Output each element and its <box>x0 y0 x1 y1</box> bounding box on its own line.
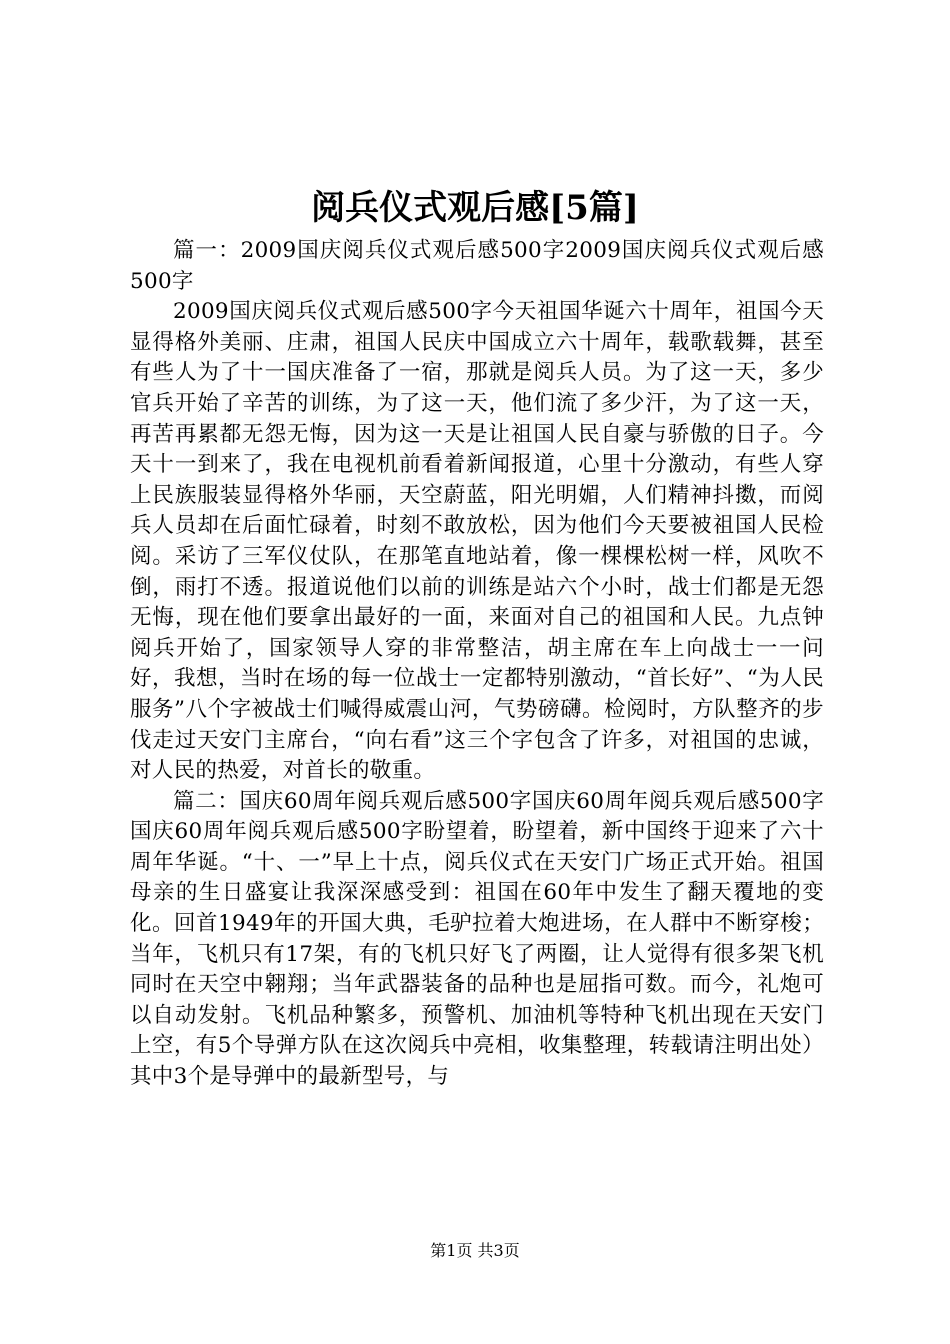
page-footer: 第1页 共3页 <box>430 1241 520 1260</box>
document-title: 阅兵仪式观后感[5篇] <box>311 188 639 228</box>
document-body <box>130 236 824 1093</box>
paragraph-2: 2009国庆阅兵仪式观后感500字今天祖国华诞六十周年，祖国今天显得格外美丽、庄肃，祖国人民庆中国成立六十周年，载歌载舞，甚至有些人为了十一国庆准备了一宿，那就是阅兵人员。为了这一天，多少官兵开始了辛苦的训练，为了这一天，他们流了多少汗，为了这一天，再苦再累都无怨无悔，因为这一天是让祖国人民自豪与骄傲的日子。今天十一到来了，我在电视机前看着新闻报道，心里十分激动，有些人穿上民族服装显得格外华丽，天空蔚蓝，阳光明媚，人们精神抖擞，而阅兵人员却在后面忙碌着，时刻不敢放松，因为他们今天要被祖国人民检阅。采访了三军仪仗队，在那笔直地站着，像一棵棵松树一样，风吹不倒，雨打不透。报道说他们以前的训练是站六个小时，战士们都是无怨无悔，现在他们要拿出最好的一面，来面对自己的祖国和人民。九点钟阅兵开始了，国家领导人穿的非常整洁，胡主席在车上向战士一一问好，我想，当时在场的每一位战士一定都特别激动，“首长好”、“为人民服务”八个字被战士们喊得威震山河，气势磅礴。检阅时，方队整齐的步伐走过天安门主席台，“向右看”这三个字包含了许多，对祖国的忠诚，对人民的热爱，对首长的敬重。 <box>130 299 824 784</box>
paragraph-1: 篇一：2009国庆阅兵仪式观后感500字2009国庆阅兵仪式观后感500字 <box>130 238 824 294</box>
paragraph-3: 篇二：国庆60周年阅兵观后感500字国庆60周年阅兵观后感500字国庆60周年阅兵观后感500字盼望着，盼望着，新中国终于迎来了六十周年华诞。“十、一”早上十点，阅兵仪式在天安门广场正式开始。祖国母亲的生日盛宴让我深深感受到：祖国在60年中发生了翻天覆地的变化。回首1949年的开国大典，毛驴拉着大炮进场，在人群中不断穿梭；当年，飞机只有17架，有的飞机只好飞了两圈，让人觉得有很多架飞机同时在天空中翱翔；当年武器装备的品种也是屈指可数。而今，礼炮可以自动发射。飞机品种繁多，预警机、加油机等特种飞机出现在天安门上空，有5个导弹方队在这次阅兵中亮相，收集整理，转载请注明出处）其中3个是导弹中的最新型号，与 <box>130 788 824 1090</box>
